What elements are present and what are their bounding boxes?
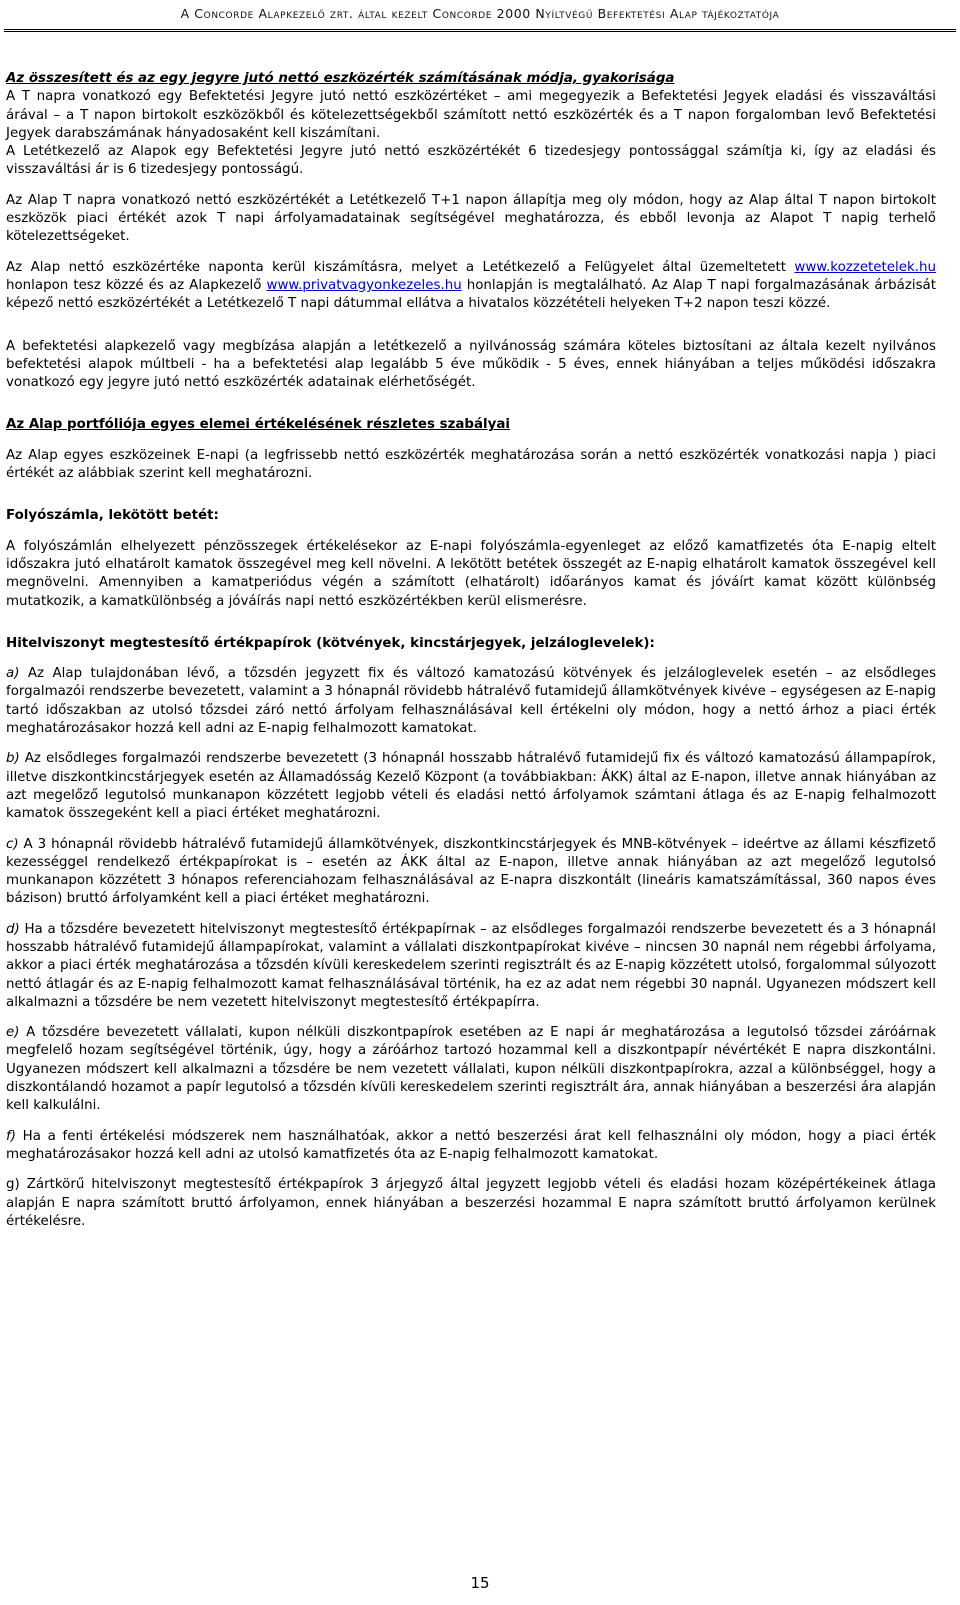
nav-paragraph-3: Az Alap T napra vonatkozó nettó eszközértékét a Letétkezelő T+1 napon állapítja meg oly módon, hogy az Alap által T napon birtokolt eszközök piaci értékét azok T napi árfolyamadatainak segítségével meghatározza, és ebből levonja az Alapot T napig terhelő kötelezettségeket. xyxy=(6,192,936,245)
securities-item-a xyxy=(6,665,936,738)
item-label: c) xyxy=(6,836,19,852)
securities-item-d xyxy=(6,921,936,1012)
privatvagyonkezeles-link[interactable] xyxy=(267,278,462,293)
section-securities-title: Hitelviszonyt megtestesítő értékpapírok (kötvények, kincstárjegyek, jelzáloglevelek): xyxy=(6,635,655,651)
header-rule xyxy=(4,29,956,32)
item-label: d) xyxy=(6,921,20,937)
item-text: Zártkörű hitelviszonyt megtestesítő értékpapírok 3 árjegyző által jegyzett legjobb vételi és eladási hozam középértékeinek átlaga alapján E napra számított bruttó árfolyamon, ennek hiányában a beszerzési hozammal E napra számított bruttó árfolyamon kerülnek értékelésre. xyxy=(6,1177,936,1229)
item-label: f) xyxy=(6,1128,16,1144)
item-text: Ha a tőzsdére bevezetett hitelviszonyt megtestesítő értékpapírnak – az elsődleges forgalmazói rendszerbe bevezetett és a 3 hónapnál hosszabb hátralévő futamidejű állampapírokat, valamint a vállalati diszkontpapírokat kivéve – nincsen 30 napnál nem régebbi árfolyama, akkor a piaci érték meghatározása a tőzsdén kívüli kereskedelem szerinti regisztrált és az E-napig közzétett utolsó, forgalommal súlyozott nettó átlagár és az E-napig felhalmozott kamat felhasználásával történik, ha ez az adat nem régebbi 30 napnál. Ugyanezen módszert kell alkalmazni a tőzsdére be nem vezetett hitelviszonyt megtestesítő értékpapírra. xyxy=(6,921,936,1010)
nav-p4-text-a: Az Alap nettó eszközértéke naponta kerül kiszámításra, melyet a Letétkezelő a Felügyelet által üzemeltetett xyxy=(6,259,795,275)
spacer xyxy=(6,404,936,416)
item-text: A 3 hónapnál rövidebb hátralévő futamidejű államkötvények, diszkontkincstárjegyek és MNB-kötvények – ideértve az állami készfizető kezességgel rendelkező értékpapírokat is – esetén az ÁKK által az E-napon, illetve annak hiányában az azt megelőző legutolsó munkanapon közzétett 3 hónapos referenciahozam felhasználásával az E-napra diszkontált (lineáris kamatszámítással, 360 napos éves bázison) bruttó árfolyamként kell a piaci értéket meghatározni. xyxy=(6,836,936,907)
page-number: 15 xyxy=(470,1574,490,1592)
header-title: A Concorde Alapkezelő zrt. által kezelt Concorde 2000 Nyíltvégű Befektetési Alap tájékoztatója xyxy=(180,6,780,21)
securities-item-e xyxy=(6,1024,936,1115)
item-label: e) xyxy=(6,1025,20,1041)
page-header xyxy=(0,0,960,36)
section-account-title: Folyószámla, lekötött betét: xyxy=(6,508,219,524)
item-text: Az Alap tulajdonában lévő, a tőzsdén jegyzett fix és változó kamatozású kötvények és jelzáloglevelek esetén – az elsődleges forgalmazói rendszerbe bevezetett, valamint a 3 hónapnál rövidebb hátralévő futamidejű államkötvények kivéve – egységesen az E-napig tartó időszakban az utolsó tőzsdei záró nettó árfolyam felhasználásával kell értékelni oly módon, hogy a nettó árhoz a piaci érték meghatározásakor hozzá kell adni az E-napig felhalmozott kamatokat. xyxy=(6,666,936,737)
securities-item-b xyxy=(6,750,936,823)
securities-item-g xyxy=(6,1176,936,1231)
securities-item-f xyxy=(6,1128,936,1165)
item-label: a) xyxy=(6,666,20,682)
nav-paragraph-1: A T napra vonatkozó egy Befektetési Jegyre jutó nettó eszközértéket – ami megegyezik a Befektetési Jegyek eladási és visszaváltási árával – a T napon birtokolt eszközökből és kötelezettségekből számított nettó eszközérték és a T napon forgalomban levő Befektetési Jegyek darabszámának hányadosaként kell kiszámítani. xyxy=(6,89,936,141)
item-label: b) xyxy=(6,751,20,767)
securities-item-c xyxy=(6,836,936,909)
spacer xyxy=(6,326,936,338)
kozzetetelek-link[interactable] xyxy=(794,260,936,275)
nav-p4-text-c: honlapján is megtalálható. Az Alap T napi forgalmazásának árbázisát képező nettó eszközértékét a Letétkezelő T napi dátummal ellátva a hivatalos közzétételi helyeken T+2 napon teszi közzé. xyxy=(6,277,936,312)
nav-p4-text-b: honlapon tesz közzé és az Alapkezelő xyxy=(6,277,267,293)
kozzetetelek-link-part1: www.kozzetetelek. xyxy=(794,259,920,275)
spacer xyxy=(6,495,936,507)
section-nav-title: Az összesített és az egy jegyre jutó nettó eszközérték számításának módja, gyakorisága xyxy=(6,71,675,86)
privatvagyonkezeles-link-part2: hu xyxy=(444,277,462,293)
nav-paragraph-5: A befektetési alapkezelő vagy megbízása alapján a letétkezelő a nyilvánosság számára köteles biztosítani az általa kezelt nyilvános befektetési alapok múltbeli - ha a befektetési alap legalább 5 éve működik - 5 éves, ennek hiányában a teljes működési időszakra vonatkozó egy jegyre jutó nettó eszközérték adatainak elérhetőségét. xyxy=(6,338,936,391)
section-portfolio-title: Az Alap portfóliója egyes elemei értékelésének részletes szabályai xyxy=(6,417,510,433)
portfolio-paragraph-1: Az Alap egyes eszközeinek E-napi (a legfrissebb nettó eszközérték meghatározása során a nettó eszközérték vonatkozási napja ) piaci értékét az alábbiak szerint kell meghatározni. xyxy=(6,447,936,482)
nav-paragraph-4 xyxy=(6,259,936,314)
privatvagyonkezeles-link-part1: www.privatvagyonkezeles. xyxy=(266,277,445,293)
item-text: Ha a fenti értékelési módszerek nem használhatóak, akkor a nettó beszerzési árat kell felhasználni oly módon, hogy a piaci érték meghatározásakor hozzá kell adni az utolsó kamatfizetés óta az E-napig felhalmozott kamatokat. xyxy=(6,1128,936,1162)
item-label: g) xyxy=(6,1177,20,1193)
item-text: Az elsődleges forgalmazói rendszerbe bevezetett (3 hónapnál hosszabb hátralévő futamidejű fix és változó kamatozású állampapírok, illetve diszkontkincstárjegyek esetén az Államadósság Kezelő Központ (a továbbiakban: ÁKK) által az E-napon, illetve annak hiányában az azt megelőző legutolsó munkanapon közzétett legjobb vételi és eladási nettó árfolyamok számtani átlaga és az E-napig felhalmozott kamatok összegeként kell a piaci értéket meghatározni. xyxy=(6,751,936,822)
account-paragraph-1: A folyószámlán elhelyezett pénzösszegek értékelésekor az E-napi folyószámla-egyenleget az előző kamatfizetés óta E-napig eltelt időszakra jutó elhatárolt kamatok összegével meg kell növelni. A lekötött betétek összegét az E-napig elhatárolt kamatok összegével kell megnövelni. Amennyiben a kamatperiódus végén a számított (elhatárolt) időarányos kamat és jóváírt kamat között különbség mutatkozik, a kamatkülönbség a jóváírás napi nettó eszközértékben kerül elismerésre. xyxy=(6,538,936,609)
nav-paragraph-2: A Letétkezelő az Alapok egy Befektetési Jegyre jutó nettó eszközértékét 6 tizedesjegy pontossággal számítja ki, így az eladási és visszaváltási ár is 6 tizedesjegy pontosságú. xyxy=(6,144,936,178)
item-text: A tőzsdére bevezetett vállalati, kupon nélküli diszkontpapírok esetében az E napi ár meghatározása a legutolsó tőzsdei záróárnak megfelelő hozam segítségével történik, úgy, hogy a záróárhoz tartozó hozammal kell a diszkontpapír névértékét E napra diszkontálni. Ugyanezen módszert kell alkalmazni a tőzsdére be nem vezetett vállalati, kupon nélküli diszkontpapírokra, azzal a különbséggel, hogy a diszkontálandó hozamot a papír legutolsó a tőzsdén kívüli kereskedelem szerinti regisztrált ára, annak hiányában a beszerzési ára alapján kell kalkulálni. xyxy=(6,1025,936,1114)
document-body xyxy=(6,70,936,1243)
spacer xyxy=(6,623,936,635)
kozzetetelek-link-part2: hu xyxy=(919,259,936,275)
